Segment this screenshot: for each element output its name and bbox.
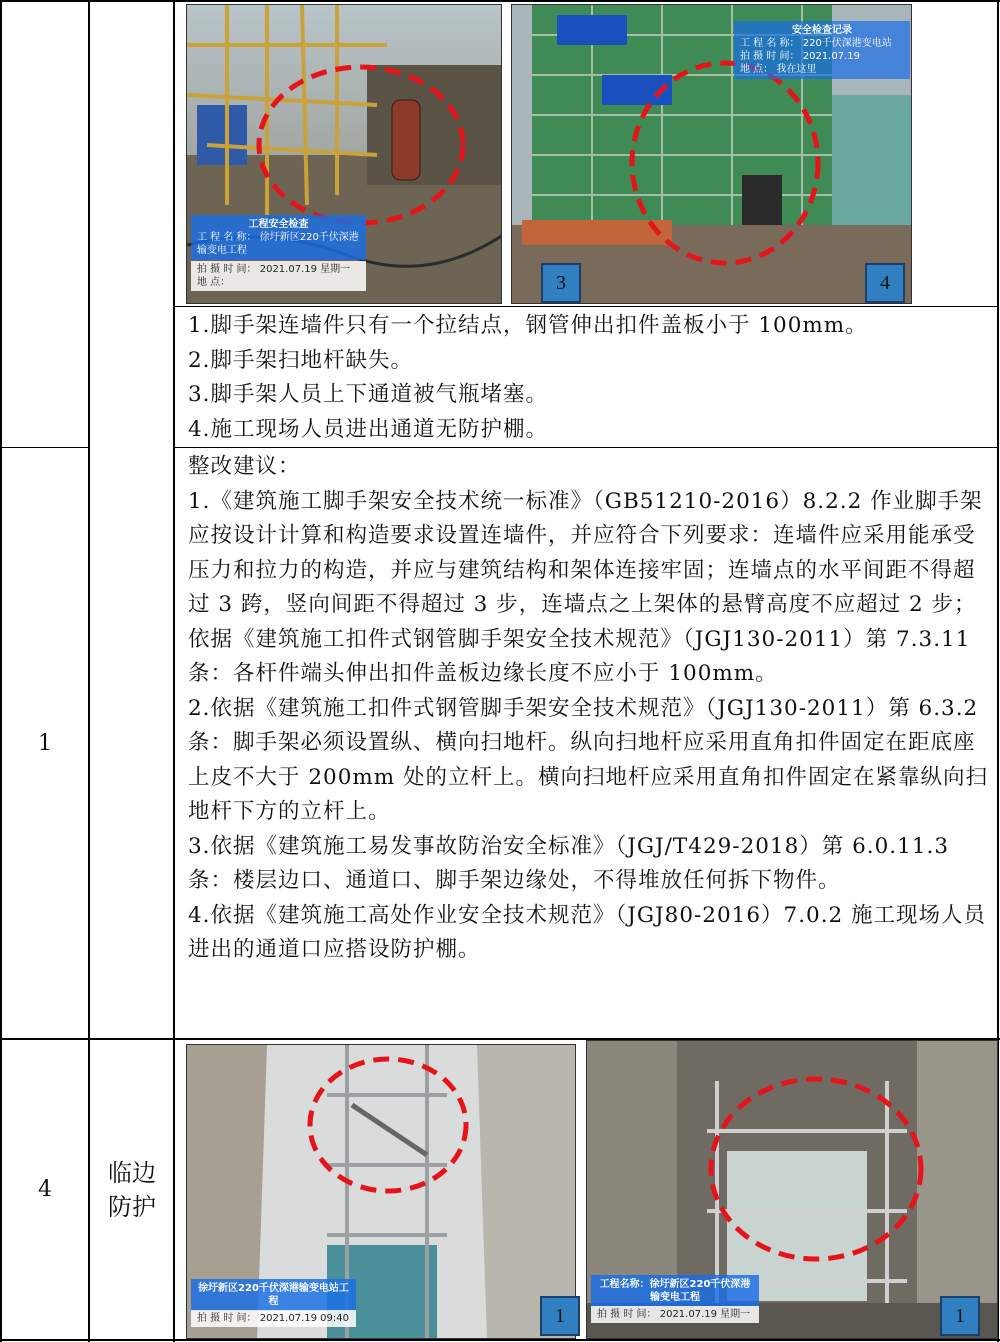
- table-border-top: [0, 0, 1000, 2]
- issues-list: [188, 309, 993, 447]
- photo-watermark-tail: [191, 261, 366, 291]
- watermark-line: 地 点： 我在这里: [740, 64, 817, 75]
- column-divider-2: [173, 0, 175, 1342]
- category-label: [100, 1040, 164, 1339]
- suggestion-paragraph: 3.依据《建筑施工易发事故防治安全标准》（JGJ/T429-2018）第 6.0.11.3 条：楼层边口、通道口、脚手架边缘处，不得堆放任何拆下物件。: [188, 833, 950, 893]
- photo-watermark-tail: 拍 摄 时 间： 2021.07.19 09:40: [191, 1310, 356, 1327]
- issue-item: 3.脚手架人员上下通道被气瓶堵塞。: [188, 382, 549, 407]
- photo-watermark: [191, 1279, 356, 1311]
- photo-watermark: [191, 215, 366, 260]
- site-photo-stair-scaffold: [186, 1044, 576, 1339]
- suggestions-title: 整改建议：: [188, 454, 301, 479]
- photo-number-badge: 3: [541, 263, 581, 303]
- watermark-title: 工程名称：徐圩新区220千伏深港输变电工程: [599, 1279, 751, 1303]
- category-label-wrap: [108, 1156, 156, 1224]
- issue-item: 1.脚手架连墙件只有一个拉结点，钢管伸出扣件盖板小于 100mm。: [188, 313, 868, 338]
- site-photo-window-scaffold: [586, 1040, 998, 1339]
- watermark-title: 徐圩新区220千伏深港输变电站工程: [198, 1283, 349, 1307]
- watermark-title: 安全检查记录: [792, 25, 852, 36]
- row-divider-text: [173, 447, 999, 448]
- suggestion-paragraph: 1.《建筑施工脚手架安全技术统一标准》（GB51210-2016）8.2.2 作业脚手架应按设计计算和构造要求设置连墙件，并应符合下列要求：连墙件应采用能承受压力和拉力的构造，并应与建筑结构和架体连接牢固；连墙点的水平间距不得超过 3 跨，竖向间距不得超过 3 步，连墙点之上架体的悬臂高度不应超过 2 步；依据《建筑施工扣件式钢管脚手架安全技术规范》（JGJ130-2011）第 7.3.11 条：各杆件端头伸出扣件盖板边缘长度不应小于 100mm。: [188, 488, 983, 686]
- photo-number-badge: 4: [865, 263, 905, 303]
- watermark-line: 输变电工程: [197, 245, 247, 256]
- row-number: 1: [38, 730, 52, 756]
- watermark-line: 拍 摄 时 间： 2021.07.19 星期一: [197, 264, 351, 275]
- watermark-line: 工 程 名 称： 220千伏深港变电站: [740, 38, 892, 49]
- site-photo-gas-cylinder: [186, 4, 502, 304]
- watermark-line: 地 点：: [197, 277, 231, 288]
- suggestion-paragraph: 2.依据《建筑施工扣件式钢管脚手架安全技术规范》（JGJ130-2011）第 6.3.2 条：脚手架必须设置纵、横向扫地杆。纵向扫地杆应采用直角扣件固定在距底座上皮不大于 200mm 处的立杆上。横向扫地杆应采用直角扣件固定在紧靠纵向扫地杆下方的立杆上。: [188, 695, 988, 824]
- issue-item: 4.施工现场人员进出通道无防护棚。: [188, 416, 549, 442]
- category-label-line: 临边: [108, 1158, 156, 1187]
- column-divider-1: [88, 0, 90, 1342]
- photo-watermark-tail: 拍 摄 时 间： 2021.07.19 星期一: [591, 1306, 759, 1323]
- photo-watermark: [734, 21, 910, 79]
- suggestion-paragraph: 4.依据《建筑施工高处作业安全技术规范》（JGJ80-2016）7.0.2 施工现场人员进出的通道口应搭设防护棚。: [188, 902, 987, 962]
- rectification-suggestions: [188, 450, 993, 968]
- photo-text-divider: [173, 306, 999, 307]
- watermark-line: 拍 摄 时 间： 2021.07.19: [740, 51, 860, 62]
- category-label-line: 防护: [108, 1192, 156, 1221]
- photo-watermark: [591, 1275, 759, 1307]
- site-photo-scaffold-facade: [511, 4, 912, 304]
- row-number: 4: [38, 1177, 52, 1202]
- watermark-line: 工 程 名 称： 徐圩新区220千伏深港: [197, 232, 359, 243]
- watermark-title: 工程安全检查: [248, 219, 309, 230]
- photo-number-badge: 1: [540, 1296, 580, 1336]
- issue-item: 2.脚手架扫地杆缺失。: [188, 347, 414, 373]
- photo-number-badge: 1: [940, 1296, 980, 1336]
- table-border-bottom: [0, 1339, 1000, 1341]
